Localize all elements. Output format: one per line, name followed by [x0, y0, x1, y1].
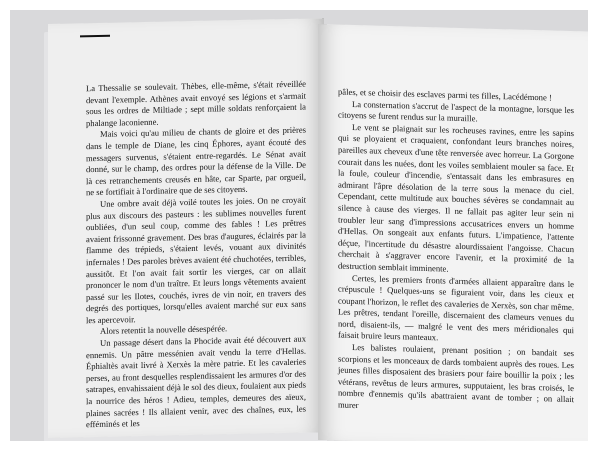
page-mark	[80, 35, 110, 38]
paragraph: Certes, les premiers fronts d'armées allaient apparaître dans le crépuscule ! Quelques-uns se figuraient voir, dans les cieux et coupant l'horizon, le reflet des cavaleries de Xerxès, son char même. Les prêtres, tendant l'oreille, discernaient des clameurs venues du nord, disaient-ils, — malgré le vent des mers méridionales qui faisait bruire leurs manteaux.	[338, 272, 574, 343]
paragraph: Mais voici qu'au milieu de chants de gloire et des prières dans le temple de Diane, les cinq Éphores, ayant écouté des messagers survenus, s'étaient entre-regardés. Le Sénat avait donné, sur le champ, des ordres pour la défense de la Ville. De là ces retranchements creusés en hâte, car Sparte, par orgueil, ne se fortifiait à l'ordinaire que de ses citoyens.	[86, 124, 306, 198]
paragraph: La Thessalie se soulevait. Thèbes, elle-même, s'était réveillée devant l'exemple. Athènes avait envoyé ses légions et s'armait sous les ordres de Miltiade ; sept mille soldats renforçaient la phalange laconienne.	[86, 78, 306, 128]
photo-background	[10, 10, 588, 441]
paragraph: Le vent se plaignait sur les rocheuses ravines, entre les sapins qui se ployaient et craquaient, confondant leurs branches noires, pareilles aux cheveux d'une tête renversée avec horreur. La Gorgone courait dans les nuées, dont les voiles semblaient mouler sa face. Et la foule, couleur d'incendie, s'entassait dans les embrasures en admirant l'âpre désolation de la terre sous la menace du ciel. Cependant, cette multitude aux bouches sévères se condamnait au silence à cause des vierges. Il ne fallait pas agiter leur sein ni troubler leur sang d'impressions accusatrices envers un homme d'Hellas. On songeait aux enfants futurs. L'impatience, l'attente déçue, l'incertitude du désastre alourdissaient l'angoisse. Chacun cherchait à s'aggraver encore l'avenir, et la proximité de la destruction semblait imminente.	[338, 121, 574, 274]
open-book	[48, 24, 588, 441]
right-page-text	[338, 87, 574, 418]
paragraph: Alors retentit la nouvelle désespérée.	[100, 323, 228, 337]
paragraph: Un passage désert dans la Phocide avait été découvert aux ennemis. Un pâtre messénien avait vendu la terre d'Hellas. Éphialtès avait livré à Xerxès la mère patrie. Et les cavaleries perses, au front desquelles resplendissaient les armures d'or des satrapes, envahissaient déjà le sol des dieux, foulaient aux pieds la nourrice des héros ! Adieu, temples, demeures des aïeux, plaines sacrées ! Ils allaient venir, avec des chaînes, eux, les efféminés et les	[86, 333, 306, 430]
left-page	[48, 18, 324, 438]
right-page	[318, 24, 588, 441]
paragraph: Les balistes roulaient, prenant position ; on bandait ses scorpions et les monceaux de dards tombaient auprès des roues. Les jeunes filles disposaient des brasiers pour faire bouillir la poix ; les vétérans, revêtus de leurs armures, supputaient, les bras croisés, le nombre d'ennemis qu'ils abattraient avant de tomber ; on allait murer	[338, 342, 574, 411]
paragraph: La consternation s'accrut de l'aspect de la montagne, lorsque les citoyens se furent rendus sur la muraille.	[338, 98, 574, 124]
paragraph: Une ombre avait déjà voilé toutes les joies. On ne croyait plus aux discours des pasteurs : les sublimes nouvelles furent oubliées, d'un seul coup, comme des fables ! Les prêtres avaient frissonné gravement. Des bras d'augures, éclairés par la flamme des trépieds, s'étaient levés, vouant aux divinités infernales ! Des paroles brèves avaient été chuchotées, terribles, aussitôt. Et l'on avait fait sortir les vierges, car on allait prononcer le nom d'un traître. Et leurs longs vêtements avaient passé sur les Ilotes, couchés, ivres de vin noir, en travers des degrés des portiques, lorsqu'elles avaient marché sur eux sans les apercevoir.	[86, 194, 306, 326]
paragraph: pâles, et se choisir des esclaves parmi tes filles, Lacédémone !	[338, 86, 552, 103]
left-page-text	[86, 79, 306, 431]
